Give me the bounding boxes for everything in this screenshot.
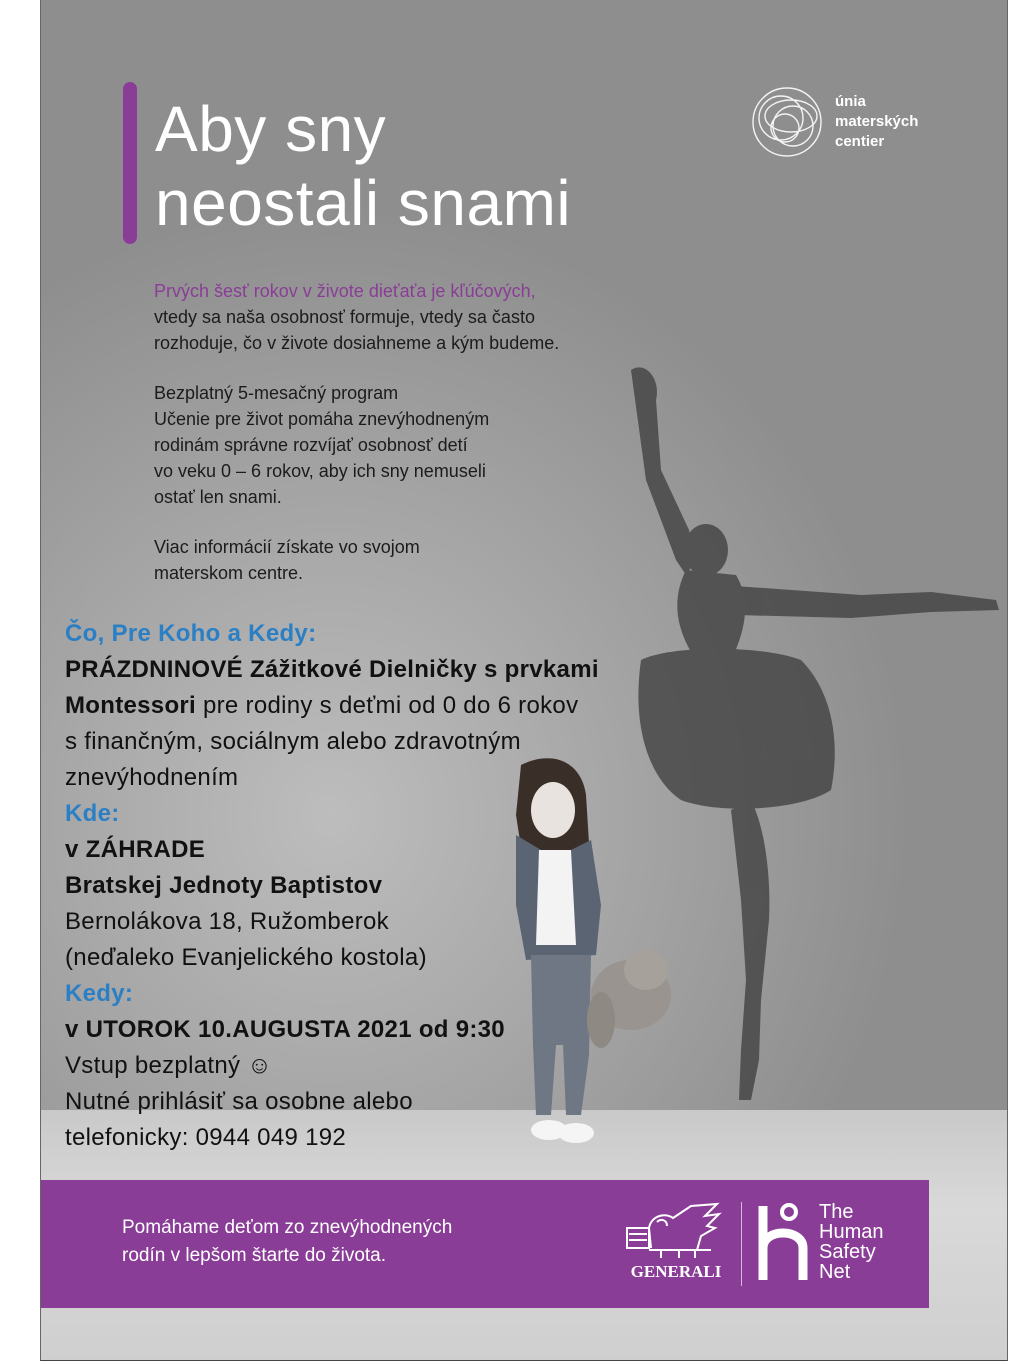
event-line-2 [65, 688, 665, 724]
footer-tagline-line: Pomáhame deťom zo znevýhodnených [122, 1217, 453, 1238]
event-title-montessori: Montessori [65, 692, 197, 719]
poster [40, 0, 1008, 1361]
heading-when: Kedy: [65, 980, 134, 1007]
footer-tagline [122, 1214, 452, 1270]
title-accent-bar [123, 82, 137, 244]
intro-line: Bezplatný 5-mesačný program [154, 383, 399, 403]
title-line-1: Aby sny [155, 93, 387, 165]
title-line-2: neostali snami [155, 167, 572, 239]
address-note: (neďaleko Evanjelického kostola) [65, 944, 427, 971]
logo-separator [741, 1202, 742, 1286]
intro-line: Učenie pre život pomáha znevýhodneným [154, 409, 490, 429]
intro-text [154, 278, 674, 610]
event-line-3: s finančným, sociálnym alebo zdravotným [65, 728, 521, 755]
intro-paragraph-2 [154, 380, 674, 510]
address: Bernolákova 18, Ružomberok [65, 908, 389, 935]
page-title [155, 92, 571, 240]
unia-materskych-centier-logo [747, 82, 947, 162]
intro-line: vo veku 0 – 6 rokov, aby ich sny nemuseli [154, 461, 486, 481]
circles-logo-icon [747, 82, 829, 162]
generali-lion-icon [621, 1198, 731, 1264]
registration-line-1: Nutné prihlásiť sa osobne alebo [65, 1088, 413, 1115]
human-safety-net-icon [753, 1200, 813, 1284]
generali-logo [621, 1198, 731, 1288]
hsn-line: Safety [819, 1241, 876, 1263]
event-title-line: PRÁZDNINOVÉ Zážitkové Dielničky s prvkami [65, 656, 599, 683]
intro-line: vtedy sa naša osobnosť formuje, vtedy sa často [154, 307, 535, 327]
intro-paragraph-3 [154, 534, 674, 586]
entry-free: Vstup bezplatný ☺ [65, 1052, 273, 1079]
footer-tagline-line: rodín v lepšom štarte do života. [122, 1245, 387, 1266]
human-safety-net-text [819, 1202, 883, 1282]
event-line-4: znevýhodnením [65, 764, 239, 791]
event-info [65, 616, 665, 1156]
intro-line: rozhoduje, čo v živote dosiahneme a kým budeme. [154, 333, 560, 353]
event-date: v UTOROK 10.AUGUSTA 2021 od 9:30 [65, 1016, 505, 1043]
hsn-line: Net [819, 1261, 851, 1283]
intro-paragraph-1 [154, 278, 674, 356]
intro-highlight: Prvých šesť rokov v živote dieťaťa je kľúčových, [154, 281, 536, 301]
event-audience: pre rodiny s deťmi od 0 do 6 rokov [196, 692, 579, 719]
hsn-line: Human [819, 1221, 884, 1243]
footer-banner [41, 1180, 929, 1308]
heading-where: Kde: [65, 800, 120, 827]
generali-wordmark: GENERALI [630, 1262, 722, 1281]
registration-line-2: telefonicky: 0944 049 192 [65, 1124, 347, 1151]
logo-line-2: materských [835, 113, 919, 130]
intro-line: rodinám správne rozvíjať osobnosť detí [154, 435, 468, 455]
place-line-2: Bratskej Jednoty Baptistov [65, 872, 383, 899]
heading-what: Čo, Pre Koho a Kedy: [65, 620, 317, 647]
hsn-line: The [819, 1201, 854, 1223]
place-line-1: v ZÁHRADE [65, 836, 206, 863]
logo-line-1: únia [835, 93, 866, 110]
logo-line-3: centier [835, 133, 885, 150]
intro-line: ostať len snami. [154, 487, 282, 507]
intro-line: materskom centre. [154, 563, 304, 583]
intro-line: Viac informácií získate vo svojom [154, 537, 420, 557]
